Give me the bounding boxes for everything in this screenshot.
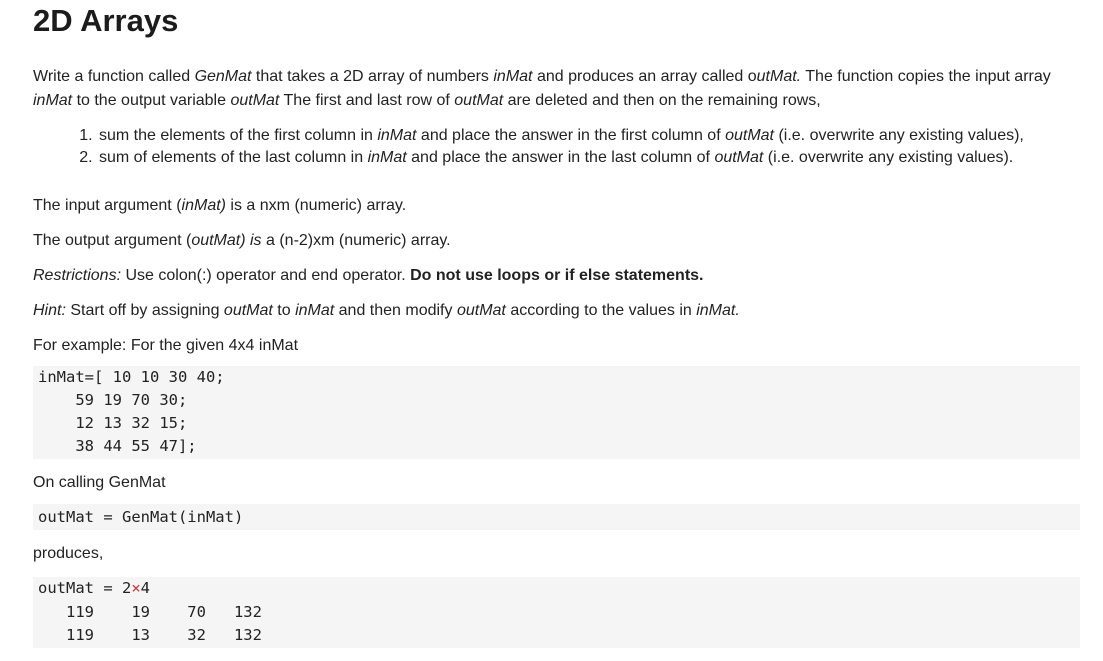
hint-label: Hint: (33, 302, 66, 319)
step-text: (i.e. overwrite any existing values), (774, 127, 1024, 144)
code-block-call (33, 504, 1080, 530)
list-item (97, 125, 1080, 147)
var-outmat: outMat (725, 127, 774, 144)
problem-page (33, 0, 1080, 648)
step-text: sum of elements of the last column in (99, 149, 368, 166)
var-inmat: inMat (33, 92, 73, 109)
restrictions-emphasis: Do not use loops or if else statements. (410, 267, 704, 284)
code-line: inMat=[ 10 10 30 40; (38, 368, 225, 386)
page-title: 2D Arrays (33, 3, 179, 38)
code-line: 12 13 32 15; (38, 414, 188, 432)
arg-text: a (n-2)xm (numeric) array. (261, 232, 451, 249)
code-block-input (33, 366, 1080, 459)
output-header (38, 577, 1075, 601)
var-inmat: inMat (493, 68, 533, 85)
step-text: and place the answer in the first column of (416, 127, 726, 144)
example-intro: For example: For the given 4x4 inMat (33, 337, 299, 354)
hint-text (33, 299, 1080, 323)
var-outmat: outMat (456, 302, 506, 319)
hint-body: Start off by assigning (65, 302, 224, 319)
intro-text: The first and last row of (279, 92, 455, 109)
intro-text: are deleted and then on the remaining rows, (503, 92, 821, 109)
var-outmat: outMat (454, 92, 504, 109)
code-block-output (33, 577, 1080, 648)
var-inmat: inMat (377, 127, 417, 144)
var-outmat: outMat (230, 92, 280, 109)
var-inmat: inMat) (181, 197, 226, 214)
input-argument-text (33, 194, 1080, 218)
restrictions-body: Use colon(:) operator and end operator. (121, 267, 411, 284)
multiplication-sign: × (131, 579, 141, 597)
step-text: (i.e. overwrite any existing values). (763, 149, 1014, 166)
arg-text: is a nxm (numeric) array. (225, 197, 407, 214)
var-outmat: outMat) is (191, 232, 262, 249)
step-text: sum the elements of the first column in (99, 127, 378, 144)
var-outmat: utMat. (756, 68, 802, 85)
intro-text: and produces an array called o (532, 68, 757, 85)
intro-text: to the output variable (72, 92, 231, 109)
output-header-text: 4 (140, 579, 151, 597)
output-row: 119 19 70 132 (38, 602, 262, 621)
code-line: 59 19 70 30; (38, 391, 188, 409)
var-inmat: inMat (367, 149, 407, 166)
hint-body: and then modify (334, 302, 457, 319)
output-header-text: outMat = 2 (38, 579, 132, 597)
output-row: 119 13 32 132 (38, 626, 262, 644)
output-argument-text (33, 229, 1080, 253)
var-inmat: inMat (295, 302, 335, 319)
intro-text: Write a function called (33, 68, 195, 85)
arg-text: The input argument ( (33, 197, 182, 214)
list-item (97, 147, 1080, 169)
var-outmat: outMat (223, 302, 273, 319)
hint-body: to (272, 302, 296, 319)
produces-text: produces, (33, 545, 104, 562)
intro-text: that takes a 2D array of numbers (251, 68, 494, 85)
code-line: outMat = GenMat(inMat) (38, 508, 244, 526)
steps-list (33, 125, 1080, 169)
calling-text: On calling GenMat (33, 474, 166, 491)
arg-text: The output argument ( (33, 232, 192, 249)
restrictions-label: Restrictions: (33, 267, 122, 284)
var-inmat: inMat. (696, 302, 740, 319)
hint-body: according to the values in (505, 302, 697, 319)
intro-paragraph (33, 65, 1080, 113)
intro-text: The function copies the input array (801, 68, 1051, 85)
function-name: GenMat (194, 68, 252, 85)
restrictions-text (33, 264, 1080, 288)
step-text: and place the answer in the last column of (406, 149, 715, 166)
code-line: 38 44 55 47]; (38, 437, 197, 455)
var-outmat: outMat (714, 149, 764, 166)
